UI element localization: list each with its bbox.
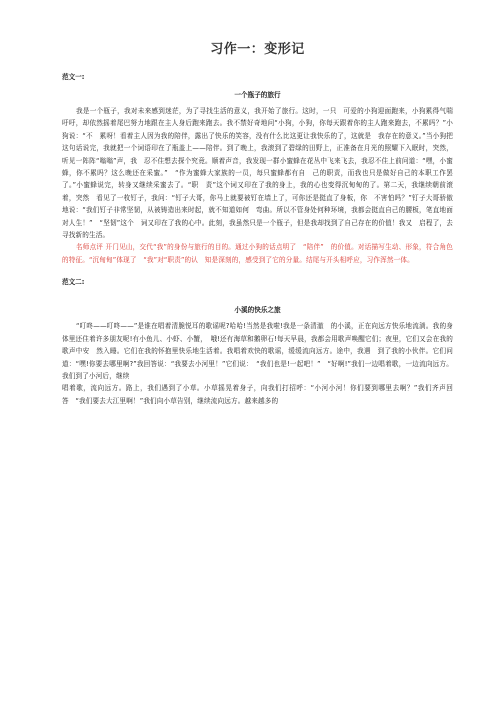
spacer bbox=[62, 294, 453, 304]
essay-body-2-para-1: “叮咚——叮咚——”是谁在唱着清脆悦耳的歌谣呢?哈哈!当然是我啦!我是一条清澈 的小溪，正在向远方快乐地流淌。我的身体里还住着许多朋友呢!有小鱼儿、小虾、小蟹， 哦!还有海草和鹅卵石!每天早晨，我都会用歌声唤醒它们；夜里，它们又会在我的歌声中安 然入睡。它们在我的怀抱里快乐地生活着。我唱着欢快的歌谣，缓缓流向远方。途中，我遇 到了我的小伙伴。它们问道：“嘿!你要去哪里啊?”我回答说：“我要去小河里！”它们说： “我们也是!一起吧！” “好啊!”我们一边唱着歌，一边流向远方。我们到了小河后，继续 bbox=[62, 322, 453, 380]
section-label-2: 范文二: bbox=[62, 278, 85, 287]
section-label-1: 范文一: bbox=[62, 73, 85, 81]
essay-body-2-para-2: 唱着歌，流向远方。路上，我们遇到了小草。小草摇晃着身子，向我们打招呼：“小河小河！你们要到哪里去啊？”我们齐声回答 “我们要去大江里啊！”我们向小草告别，继续流向远方。越来越多的 bbox=[62, 384, 453, 405]
teacher-comment: 名师点评 开门见山，交代“我”的身份与旅行的目的。通过小狗的话点明了 “陪伴” 的价值。对话描写生动、形象，符合角色的特征。“沉甸甸”体现了 “我”对“职责”的认 知是深刻的，感受到了它的分量。结尾与开头相呼应，习作浑然一体。 bbox=[62, 243, 453, 264]
document-title: 习作一：变形记 bbox=[210, 42, 305, 57]
essay-title-1: 一个瓶子的旅行 bbox=[234, 91, 281, 99]
essay-title-2: 小溪的快乐之旅 bbox=[234, 306, 281, 315]
essay-body-1: 我是一个瓶子，我对未来感到迷茫，为了寻找生活的意义，我开始了旅行。这时，一只 可爱的小狗迎面跑来，小狗累得气喘吁吁，却依然摇着尾巴努力地跟在主人身后跑来跑去。我不禁好奇地问“小狗，小狗，你每天跟着你的主人跑来跑去，不累吗？”小狗说：“不 累呀！看着主人因为我的陪伴，露出了快乐的笑容，没有什么比这更让我快乐的了，这就是 我存在的意义。”当小狗把这句话说完，我就把一个词语印在了瓶盖上——陪伴。到了晚上，我滚到了碧绿的田野上，正准备在月光的照耀下入眠时，突然，听见一阵阵“嗡嗡”声，我 忍不住想去探个究竟。顺着声音，我发现一群小蜜蜂在花丛中飞来飞去，我忍不住上前问道：“嘿，小蜜蜂，你不累吗？这么晚还在采蜜。” “作为蜜蜂大家族的一员，每只蜜蜂都有自 己的职责，而我也只是做好自己的本职工作罢了。”小蜜蜂说完，转身又继续采蜜去了。“职 责”这个词又印在了我的身上，我的心也变得沉甸甸的了。第二天，我继续朝前滚着，突然 看见了一枚钉子，我问：“钉子大哥，你马上就要被钉在墙上了，可你还是挺直了身板，你 不害怕吗？”钉子大哥骄傲地说：“我们钉子非常坚韧，从被铸造出来时起，就不知道如何 弯曲。所以不管身处何种环境，我都会挺直自己的腰板，笔直地面对人生！” “坚韧”这个 词又印在了我的心中。此刻，我虽然只是一个瓶子，但是我却找到了自己存在的价值！我又 启程了，去寻找新的生活。 bbox=[62, 107, 453, 240]
